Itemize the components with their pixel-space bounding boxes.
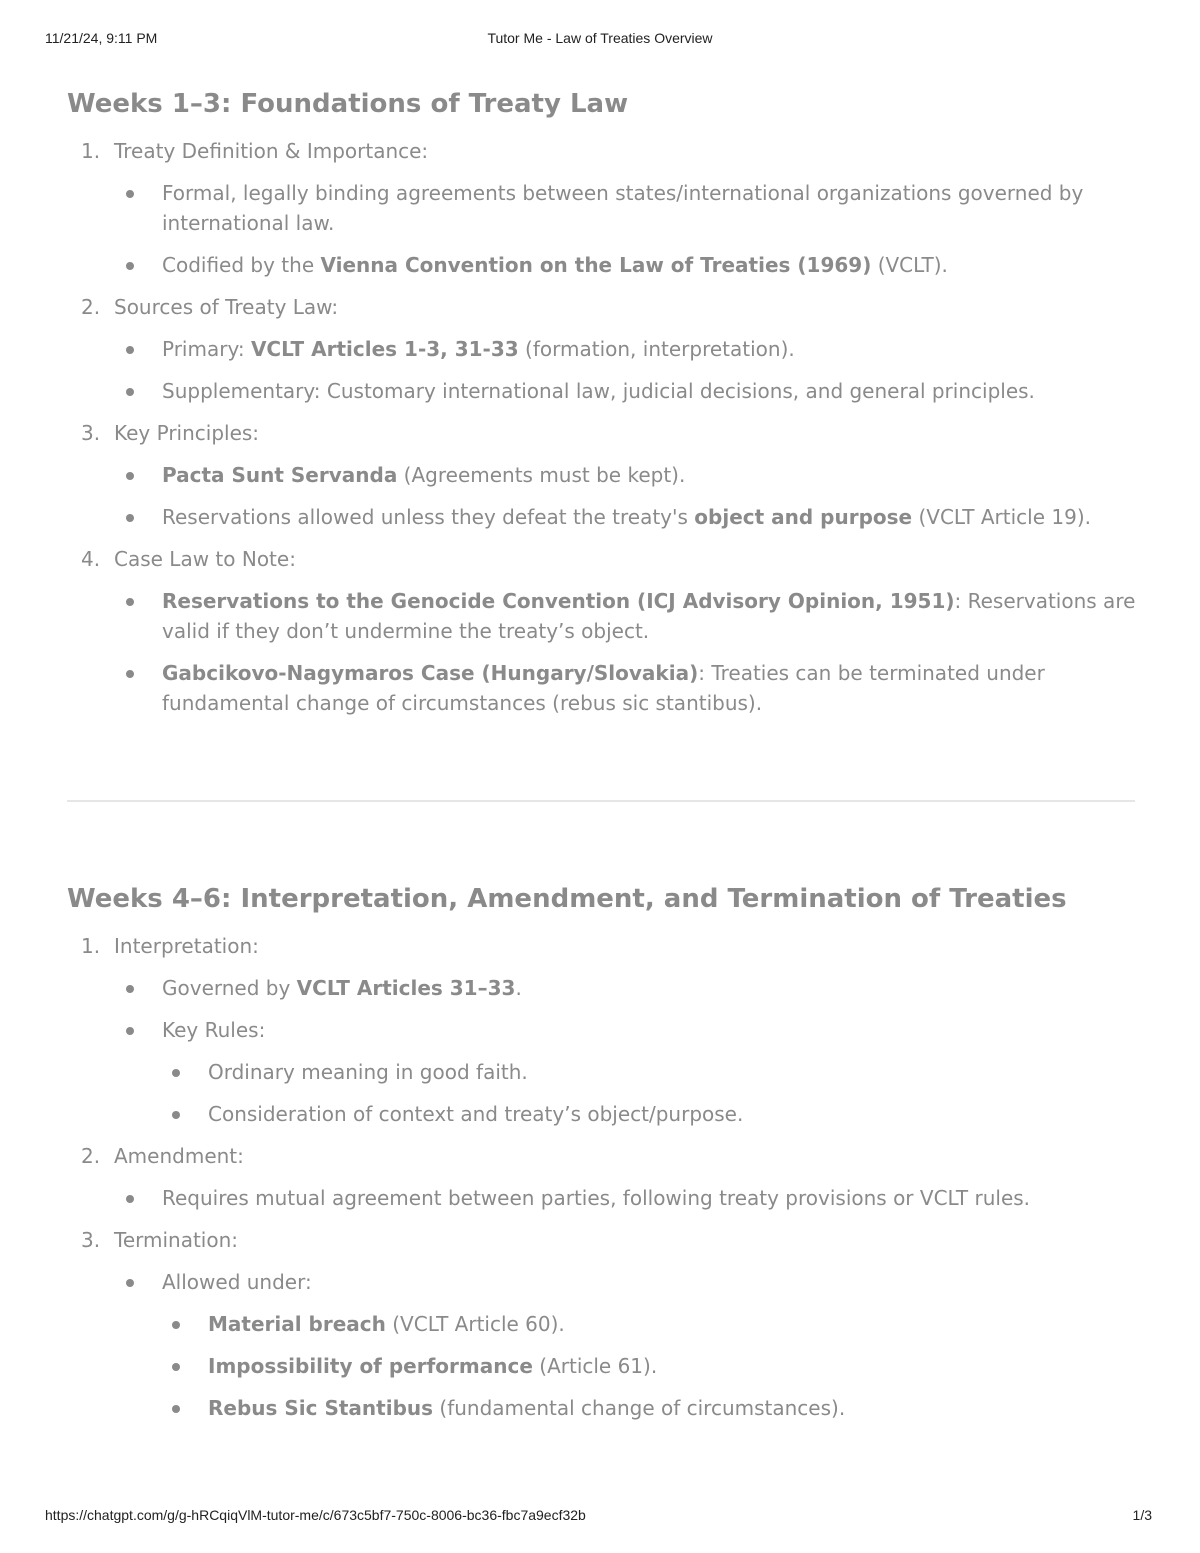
bullet-item bbox=[162, 973, 1137, 1003]
bullet-bold-text: Material breach bbox=[208, 1312, 386, 1336]
nested-bullet-list bbox=[162, 1057, 1137, 1129]
list-number: 4. bbox=[81, 547, 101, 571]
list-item-label: Termination: bbox=[114, 1228, 239, 1252]
nested-bullet-list bbox=[162, 1309, 1137, 1423]
bullet-item bbox=[162, 460, 1137, 490]
bullet-text: Formal, legally binding agreements between states/international organizations governed by international law. bbox=[162, 181, 1084, 235]
list-item bbox=[81, 292, 1137, 406]
bullet-icon bbox=[172, 1069, 180, 1077]
bullet-icon bbox=[172, 1321, 180, 1329]
bullet-icon bbox=[126, 670, 134, 678]
list-item-label: Key Principles: bbox=[114, 421, 260, 445]
bullet-icon bbox=[126, 598, 134, 606]
bullet-item bbox=[162, 1267, 1137, 1423]
bullet-text: Governed by bbox=[162, 976, 297, 1000]
bullet-item bbox=[162, 1015, 1137, 1129]
bullet-icon bbox=[126, 514, 134, 522]
bullet-icon bbox=[126, 1279, 134, 1287]
bullet-bold-text: VCLT Articles 1-3, 31-33 bbox=[250, 337, 519, 361]
bullet-item bbox=[162, 586, 1137, 646]
bullet-list bbox=[114, 586, 1137, 718]
bullet-text: Primary: bbox=[162, 337, 251, 361]
bullet-item bbox=[162, 502, 1137, 532]
bullet-item bbox=[162, 334, 1137, 364]
list-item-label: Amendment: bbox=[114, 1144, 244, 1168]
list-item-label: Case Law to Note: bbox=[114, 547, 296, 571]
list-number: 3. bbox=[81, 1228, 101, 1252]
list-number: 2. bbox=[81, 295, 101, 319]
list-item bbox=[81, 1225, 1137, 1423]
bullet-text: . bbox=[515, 976, 522, 1000]
bullet-icon bbox=[126, 1195, 134, 1203]
list-item bbox=[81, 1141, 1137, 1213]
bullet-icon bbox=[126, 190, 134, 198]
bullet-text: (VCLT). bbox=[871, 253, 948, 277]
bullet-list bbox=[114, 178, 1137, 280]
bullet-text: (fundamental change of circumstances). bbox=[433, 1396, 846, 1420]
bullet-text: Reservations allowed unless they defeat the treaty's bbox=[162, 505, 695, 529]
bullet-item bbox=[162, 178, 1137, 238]
bullet-list bbox=[114, 973, 1137, 1129]
list-item bbox=[81, 931, 1137, 1129]
bullet-list bbox=[114, 460, 1137, 532]
bullet-item bbox=[162, 1183, 1137, 1213]
bullet-icon bbox=[126, 472, 134, 480]
bullet-bold-text: Reservations to the Genocide Convention (ICJ Advisory Opinion, 1951) bbox=[162, 589, 955, 613]
bullet-icon bbox=[126, 985, 134, 993]
bullet-icon bbox=[126, 1027, 134, 1035]
bullet-text: (Agreements must be kept). bbox=[397, 463, 686, 487]
list-number: 2. bbox=[81, 1144, 101, 1168]
bullet-icon bbox=[126, 388, 134, 396]
bullet-list bbox=[114, 334, 1137, 406]
print-datetime: 11/21/24, 9:11 PM bbox=[45, 30, 158, 46]
bullet-text: Ordinary meaning in good faith. bbox=[208, 1060, 528, 1084]
bullet-text: : Treaties can be terminated under fundamental change of circumstances (rebus sic stantibus). bbox=[162, 661, 1045, 715]
bullet-item bbox=[162, 376, 1137, 406]
list-item bbox=[81, 418, 1137, 532]
list-item bbox=[81, 544, 1137, 718]
bullet-item bbox=[162, 658, 1137, 718]
list-item-label: Sources of Treaty Law: bbox=[114, 295, 339, 319]
bullet-icon bbox=[126, 262, 134, 270]
list-item-label: Treaty Definition & Importance: bbox=[114, 139, 429, 163]
print-title: Tutor Me - Law of Treaties Overview bbox=[487, 30, 713, 46]
numbered-list bbox=[67, 136, 1137, 718]
bullet-text: Supplementary: Customary international law, judicial decisions, and general principles. bbox=[162, 379, 1035, 403]
nested-bullet-item bbox=[208, 1393, 1137, 1423]
print-url: https://chatgpt.com/g/g-hRCqiqVlM-tutor-me/c/673c5bf7-750c-8006-bc36-fbc7a9ecf32b bbox=[45, 1507, 586, 1523]
bullet-bold-text: Pacta Sunt Servanda bbox=[162, 463, 398, 487]
list-item-label: Interpretation: bbox=[114, 934, 259, 958]
list-number: 1. bbox=[81, 139, 101, 163]
section-weeks-1-3 bbox=[67, 86, 1137, 730]
list-item bbox=[81, 136, 1137, 280]
bullet-bold-text: VCLT Articles 31–33 bbox=[296, 976, 516, 1000]
nested-bullet-item bbox=[208, 1099, 1137, 1129]
numbered-list bbox=[67, 931, 1137, 1423]
bullet-icon bbox=[172, 1405, 180, 1413]
bullet-text: Requires mutual agreement between parties, following treaty provisions or VCLT rules. bbox=[162, 1186, 1031, 1210]
bullet-list bbox=[114, 1267, 1137, 1423]
section-heading: Weeks 1–3: Foundations of Treaty Law bbox=[67, 89, 629, 119]
page-number: 1/3 bbox=[1132, 1507, 1152, 1523]
bullet-bold-text: Rebus Sic Stantibus bbox=[208, 1396, 434, 1420]
bullet-text: (VCLT Article 60). bbox=[385, 1312, 565, 1336]
bullet-bold-text: object and purpose bbox=[694, 505, 913, 529]
section-weeks-4-6 bbox=[67, 881, 1137, 1435]
list-number: 1. bbox=[81, 934, 101, 958]
bullet-list bbox=[114, 1183, 1137, 1213]
list-number: 3. bbox=[81, 421, 101, 445]
bullet-text: Codified by the bbox=[162, 253, 321, 277]
bullet-item bbox=[162, 250, 1137, 280]
bullet-bold-text: Vienna Convention on the Law of Treaties (1969) bbox=[320, 253, 872, 277]
bullet-bold-text: Impossibility of performance bbox=[208, 1354, 533, 1378]
bullet-text: (formation, interpretation). bbox=[518, 337, 795, 361]
bullet-text: (VCLT Article 19). bbox=[912, 505, 1092, 529]
nested-bullet-item bbox=[208, 1351, 1137, 1381]
bullet-text: Allowed under: bbox=[162, 1270, 312, 1294]
bullet-bold-text: Gabcikovo-Nagymaros Case (Hungary/Slovakia) bbox=[162, 661, 699, 685]
section-divider bbox=[67, 800, 1135, 802]
nested-bullet-item bbox=[208, 1057, 1137, 1087]
bullet-text: (Article 61). bbox=[532, 1354, 658, 1378]
nested-bullet-item bbox=[208, 1309, 1137, 1339]
bullet-text: Key Rules: bbox=[162, 1018, 266, 1042]
section-heading: Weeks 4–6: Interpretation, Amendment, and Termination of Treaties bbox=[67, 884, 1067, 914]
bullet-icon bbox=[172, 1111, 180, 1119]
bullet-icon bbox=[126, 346, 134, 354]
bullet-icon bbox=[172, 1363, 180, 1371]
bullet-text: Consideration of context and treaty’s object/purpose. bbox=[208, 1102, 744, 1126]
bullet-text: : Reservations are valid if they don’t undermine the treaty’s object. bbox=[162, 589, 1136, 643]
